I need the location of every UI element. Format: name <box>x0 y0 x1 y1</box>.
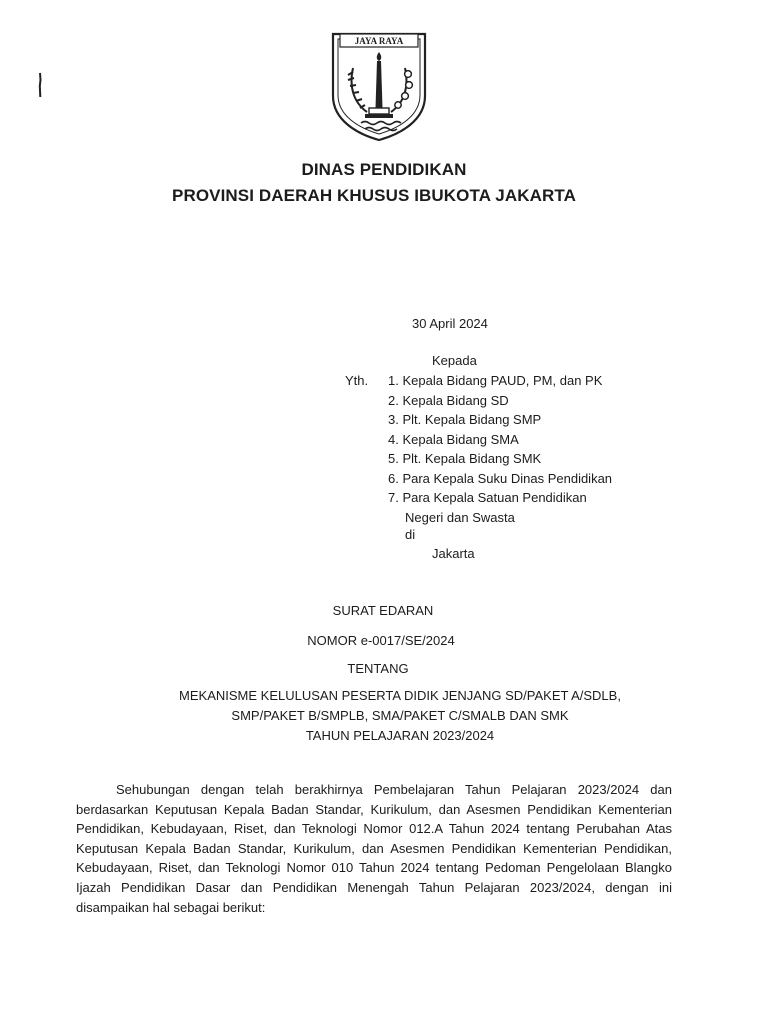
circular-number: NOMOR e-0017/SE/2024 <box>307 633 455 648</box>
letterhead-agency: DINAS PENDIDIKAN <box>301 160 467 179</box>
address-di: di <box>405 527 416 542</box>
subject-line: SMP/PAKET B/SMPLB, SMA/PAKET C/SMALB DAN SMK <box>231 708 569 723</box>
salutation-yth: Yth. <box>345 373 369 388</box>
recipient-item: 6. Para Kepala Suku Dinas Pendidikan <box>388 470 613 486</box>
recipient-list <box>388 371 612 527</box>
recipient-item: 3. Plt. Kepala Bidang SMP <box>388 412 542 427</box>
recipient-item: 2. Kepala Bidang SD <box>388 392 509 408</box>
body-paragraph: Sehubungan dengan telah berakhirnya Pembelajaran Tahun Pelajaran 2023/2024 dan berdasarkan Keputusan Kepala Badan Standar, Kurikulum, dan Asesmen Pendidikan Kementerian Pendidikan, Kebudayaan, Riset, dan Teknologi Nomor 012.A Tahun 2024 tentang Perubahan Atas Keputusan Kepala Badan Standar, Kurikulum, dan Asesmen Pendidikan Kementerian Pendidikan, Kebudayaan, Riset, dan Teknologi Nomor 010 Tahun 2024 tentang Pedoman Pengelolaan Blangko Ijazah Pendidikan Dasar dan Pendidikan Menengah Tahun Pelajaran 2023/2024, dengan ini disampaikan hal sebagai berikut: <box>76 782 672 915</box>
recipient-item: 4. Kepala Bidang SMA <box>388 431 519 447</box>
jakarta-coat-of-arms-icon <box>331 30 427 142</box>
recipient-item-continuation: Negeri dan Swasta <box>405 509 515 525</box>
stray-pen-mark <box>38 72 42 98</box>
recipient-item: 1. Kepala Bidang PAUD, PM, dan PK <box>388 373 603 388</box>
letterhead-province: PROVINSI DAERAH KHUSUS IBUKOTA JAKARTA <box>172 186 576 205</box>
circular-about: TENTANG <box>347 661 409 676</box>
circular-type: SURAT EDARAN <box>332 603 434 618</box>
circular-subject <box>100 686 700 746</box>
subject-line: TAHUN PELAJARAN 2023/2024 <box>305 728 495 743</box>
svg-text:JAYA RAYA: JAYA RAYA <box>354 36 404 46</box>
subject-line: MEKANISME KELULUSAN PESERTA DIDIK JENJANG SD/PAKET A/SDLB, <box>179 688 621 703</box>
letter-date: 30 April 2024 <box>412 316 488 331</box>
addressee-label: Kepada <box>432 353 477 368</box>
recipient-item: 7. Para Kepala Satuan Pendidikan <box>388 490 587 505</box>
recipient-item: 5. Plt. Kepala Bidang SMK <box>388 451 542 466</box>
address-city: Jakarta <box>432 546 475 561</box>
